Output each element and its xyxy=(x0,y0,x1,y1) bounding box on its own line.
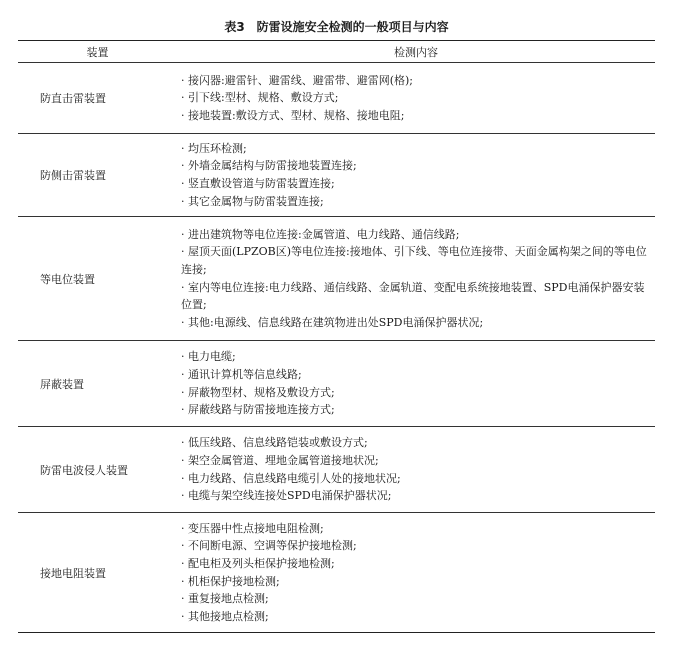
table-row xyxy=(18,217,655,341)
device-content xyxy=(177,63,655,134)
device-name: 防雷电波侵人装置 xyxy=(18,427,177,513)
content-item: · 不间断电源、空调等保护接地检测; xyxy=(181,539,357,553)
content-item: · 配电柜及列头柜保护接地检测; xyxy=(181,556,335,570)
content-item: · 接闪器:避雷针、避雷线、避雷带、避雷网(格); xyxy=(181,73,413,87)
content-item: · 均压环检测; xyxy=(181,141,247,155)
content-item: · 架空金属管道、埋地金属管道接地状况; xyxy=(181,453,379,467)
header-row xyxy=(18,41,655,63)
table-row xyxy=(18,341,655,427)
header-device: 装置 xyxy=(18,41,177,63)
content-item: · 其它金属物与防雷装置连接; xyxy=(181,194,324,208)
device-content xyxy=(177,427,655,513)
content-item: · 通讯计算机等信息线路; xyxy=(181,367,302,381)
device-name: 屏蔽装置 xyxy=(18,341,177,427)
content-item: · 室内等电位连接:电力线路、通信线路、金属轨道、变配电系统接地装置、SPD电涌保护器安装位置; xyxy=(181,280,645,312)
header-content: 检测内容 xyxy=(177,41,655,63)
content-item: · 接地装置:敷设方式、型材、规格、接地电阻; xyxy=(181,108,405,122)
table-row xyxy=(18,513,655,633)
table-caption: 表3 防雷设施安全检测的一般项目与内容 xyxy=(224,20,449,34)
device-content xyxy=(177,513,655,633)
device-name: 接地电阻装置 xyxy=(18,513,177,633)
content-item: · 屏蔽线路与防雷接地连接方式; xyxy=(181,403,335,417)
content-item: · 进出建筑物等电位连接:金属管道、电力线路、通信线路; xyxy=(181,227,460,241)
content-item: · 外墙金属结构与防雷接地装置连接; xyxy=(181,159,357,173)
table-body xyxy=(18,63,655,633)
content-item: · 屋顶天面(LPZOB区)等电位连接:接地体、引下线、等电位连接带、天面金属构架之间的等电位连接; xyxy=(181,245,647,276)
content-item: · 其他:电源线、信息线路在建筑物进出处SPD电涌保护器状况; xyxy=(181,315,484,329)
device-name: 防侧击雷装置 xyxy=(18,134,177,217)
content-item: · 竖直敷设管道与防雷装置连接; xyxy=(181,177,335,190)
content-item: · 重复接地点检测; xyxy=(181,592,269,606)
content-item: · 其他接地点检测; xyxy=(181,609,269,623)
device-content xyxy=(177,217,655,341)
content-item: · 电力线路、信息线路电缆引人处的接地状况; xyxy=(181,471,401,485)
device-name: 防直击雷装置 xyxy=(18,63,177,134)
table-header xyxy=(18,41,655,63)
content-item: · 机柜保护接地检测; xyxy=(181,574,280,588)
table-row xyxy=(18,63,655,134)
table-row xyxy=(18,134,655,217)
content-item: · 低压线路、信息线路铠装或敷设方式; xyxy=(181,436,368,450)
device-name: 等电位装置 xyxy=(18,217,177,341)
content-item: · 电力电缆; xyxy=(181,350,236,364)
device-content xyxy=(177,341,655,427)
table-row xyxy=(18,427,655,513)
content-item: · 电缆与架空线连接处SPD电涌保护器状况; xyxy=(181,489,392,503)
content-item: · 屏蔽物型材、规格及敷设方式; xyxy=(181,385,335,399)
device-content xyxy=(177,134,655,217)
content-item: · 引下线:型材、规格、敷设方式; xyxy=(181,91,339,105)
content-item: · 变压器中性点接地电阻检测; xyxy=(181,521,324,535)
inspection-table xyxy=(18,40,655,633)
